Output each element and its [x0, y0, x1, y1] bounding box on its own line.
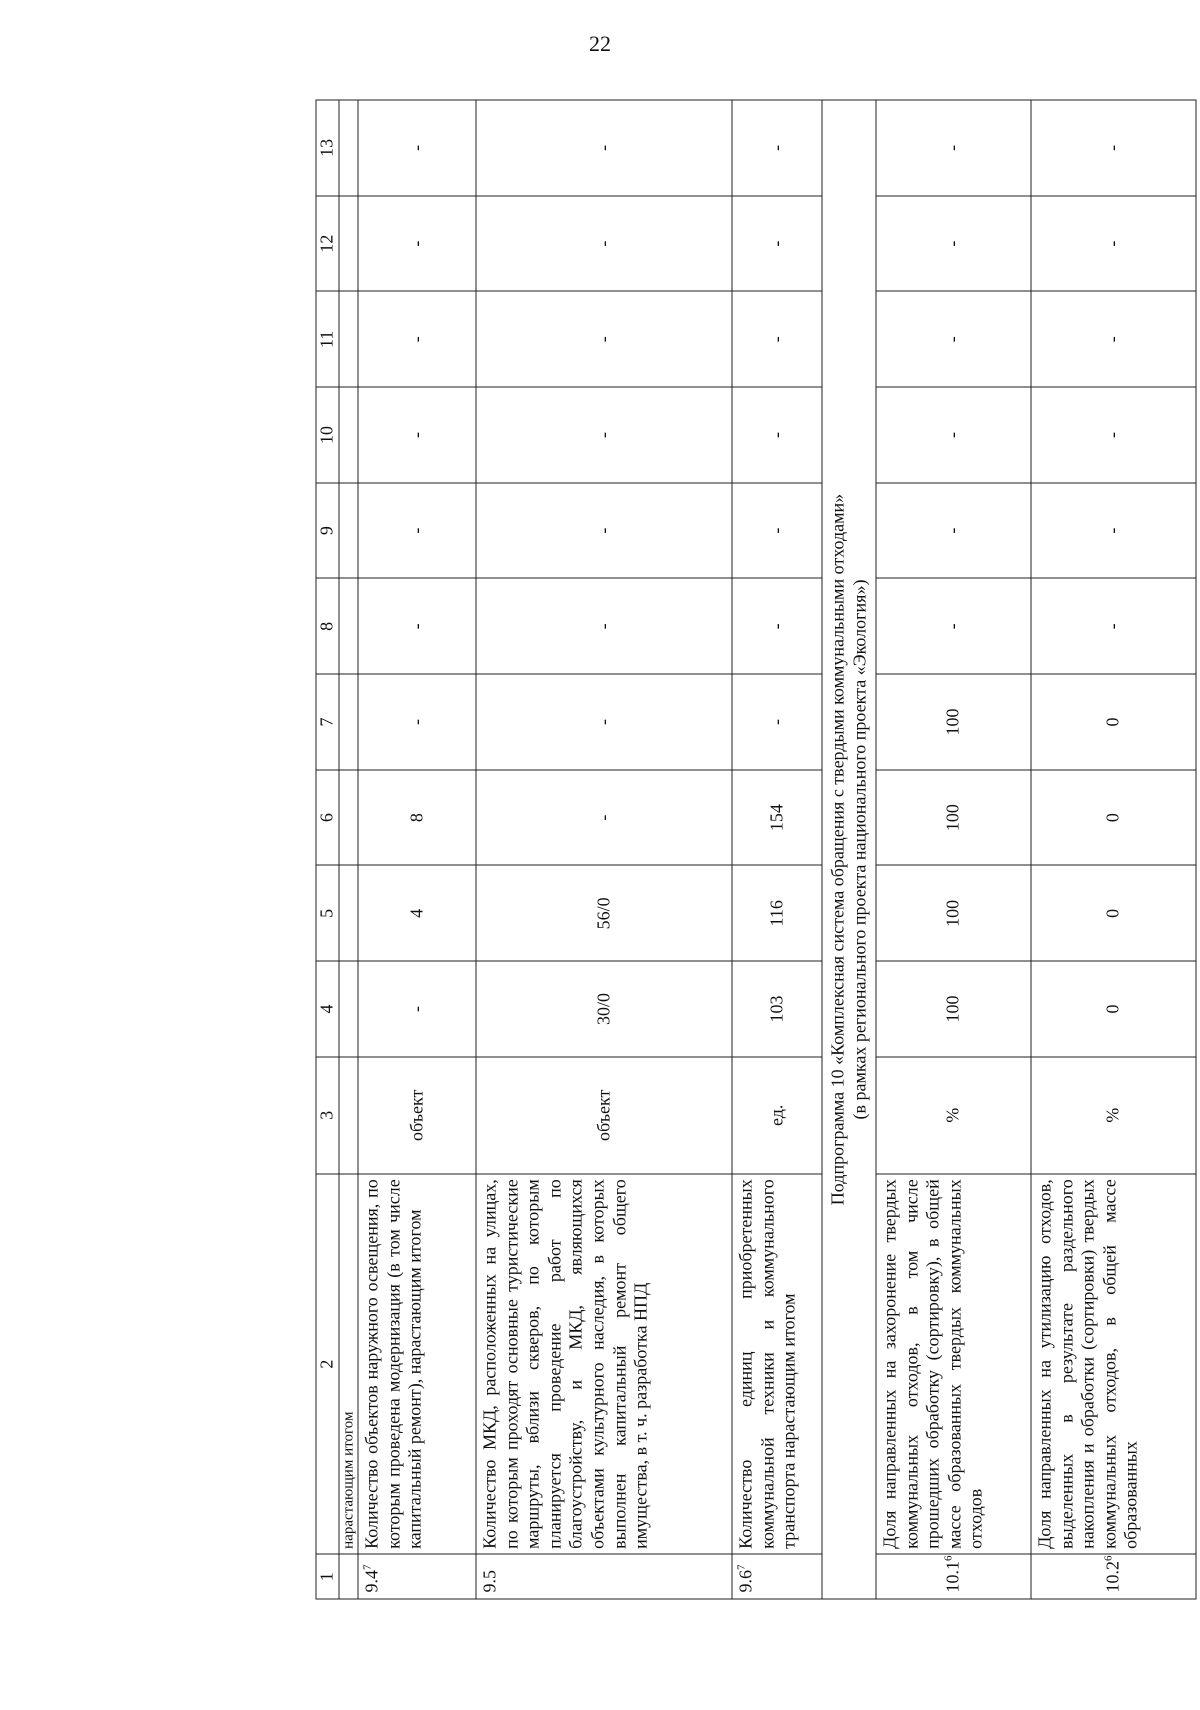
value-cell: - — [876, 483, 1031, 579]
row-number: 10.1$^6$ — [876, 1554, 1031, 1599]
value-cell: 100 — [876, 770, 1031, 866]
footnote-mark: 6 — [1102, 1555, 1115, 1561]
value-cell: - — [476, 483, 732, 579]
value-cell: 103 — [732, 961, 822, 1057]
value-cell: 100 — [876, 961, 1031, 1057]
value-cell: - — [358, 291, 476, 387]
value-cell: - — [358, 578, 476, 674]
value-cell: 56/0 — [476, 865, 732, 961]
value-cell: - — [732, 578, 822, 674]
row-unit: ед. — [732, 1057, 822, 1174]
value-cell: 8 — [358, 770, 476, 866]
value-cell: 0 — [1031, 961, 1196, 1057]
subprogram-title: Подпрограмма 10 «Комплексная система обращения с твердыми коммунальными отходами» — [827, 493, 848, 1206]
column-header: 8 — [316, 578, 339, 674]
value-cell: - — [358, 961, 476, 1057]
row-unit: объект — [476, 1057, 732, 1174]
value-cell: - — [1031, 196, 1196, 292]
value-cell: - — [732, 196, 822, 292]
row-unit: объект — [358, 1057, 476, 1174]
row-unit: % — [1031, 1057, 1196, 1174]
value-cell: - — [732, 674, 822, 770]
column-header: 4 — [316, 961, 339, 1057]
column-header: 11 — [316, 291, 339, 387]
value-cell: 100 — [876, 674, 1031, 770]
row-description: Количество МКД, расположенных на улицах, по которым проходят основные туристические маршруты, вблизи скверов, по которым планируется проведение работ по благоустройству, и МКД, являющихся объектами культурного наследия, в которых выполнен капитальный ремонт общего имущества, в т. ч. разработка НПД — [476, 1174, 732, 1555]
value-cell: - — [876, 578, 1031, 674]
value-cell: - — [732, 387, 822, 483]
row-description: Количество единиц приобретенных коммунальной техники и коммунального транспорта нарастающим итогом — [732, 1174, 822, 1555]
column-header: 9 — [316, 483, 339, 579]
subprogram-heading — [822, 100, 876, 1599]
table-row — [732, 100, 822, 1599]
value-cell: - — [876, 387, 1031, 483]
column-header: 6 — [316, 770, 339, 866]
value-cell: - — [358, 483, 476, 579]
value-cell: - — [476, 387, 732, 483]
column-header: 12 — [316, 196, 339, 292]
rotated-table-sheet — [316, 100, 1200, 1600]
footnote-mark: 7 — [735, 1564, 748, 1570]
footnote-mark: 7 — [361, 1564, 374, 1570]
table-row — [876, 100, 1031, 1599]
row-description: Количество объектов наружного освещения, по которым проведена модернизация (в том числе капитальный ремонт), нарастающим итогом — [358, 1174, 476, 1555]
value-cell: - — [476, 578, 732, 674]
column-header: 13 — [316, 100, 339, 196]
value-cell: - — [876, 196, 1031, 292]
row-description: Доля направленных на захоронение твердых коммунальных отходов, в том числе прошедших обработку (сортировку), в общей массе образованных твердых коммунальных отходов — [876, 1174, 1031, 1555]
column-number-row — [316, 100, 339, 1599]
column-header: 10 — [316, 387, 339, 483]
value-cell: - — [476, 770, 732, 866]
subprogram-section-row — [822, 100, 876, 1599]
value-cell: - — [1031, 100, 1196, 196]
value-cell: 4 — [358, 865, 476, 961]
column-header: 7 — [316, 674, 339, 770]
subprogram-subtitle: (в рамках регионального проекта национального проекта «Экология») — [849, 579, 869, 1120]
value-cell: - — [476, 100, 732, 196]
continuation-row — [339, 100, 358, 1599]
value-cell: - — [358, 196, 476, 292]
value-cell: 154 — [732, 770, 822, 866]
value-cell: - — [1031, 291, 1196, 387]
value-cell: - — [876, 100, 1031, 196]
row-unit: % — [876, 1057, 1031, 1174]
indicators-table — [316, 100, 1197, 1600]
row-description: Доля направленных на утилизацию отходов, выделенных в результате раздельного накопления и обработки (сортировки) твердых коммунальных отходов, в общей массе образованных — [1031, 1174, 1196, 1555]
column-header: 2 — [316, 1174, 339, 1555]
continuation-text: нарастающим итогом — [339, 1174, 358, 1555]
value-cell: 30/0 — [476, 961, 732, 1057]
column-header: 3 — [316, 1057, 339, 1174]
table-row — [1031, 100, 1196, 1599]
value-cell: - — [476, 674, 732, 770]
value-cell: - — [476, 291, 732, 387]
column-header: 5 — [316, 865, 339, 961]
value-cell: - — [732, 483, 822, 579]
table-row — [358, 100, 476, 1599]
column-header: 1 — [316, 1554, 339, 1599]
value-cell: - — [1031, 387, 1196, 483]
value-cell: - — [358, 100, 476, 196]
row-number: $9.4^7$ — [358, 1554, 476, 1599]
table-row — [476, 100, 732, 1599]
value-cell: 116 — [732, 865, 822, 961]
value-cell: - — [732, 100, 822, 196]
value-cell: 0 — [1031, 674, 1196, 770]
value-cell: 0 — [1031, 865, 1196, 961]
footnote-mark: 6 — [942, 1555, 955, 1561]
value-cell: - — [732, 291, 822, 387]
value-cell: - — [1031, 578, 1196, 674]
value-cell: - — [476, 196, 732, 292]
page-number: 22 — [589, 31, 611, 56]
value-cell: 0 — [1031, 770, 1196, 866]
value-cell: - — [876, 291, 1031, 387]
value-cell: - — [1031, 483, 1196, 579]
value-cell: 100 — [876, 865, 1031, 961]
row-number: 10.2$^6$ — [1031, 1554, 1196, 1599]
value-cell: - — [358, 674, 476, 770]
value-cell: - — [358, 387, 476, 483]
row-number: $9.6^7$ — [732, 1554, 822, 1599]
row-number: 9.5 — [476, 1554, 732, 1599]
